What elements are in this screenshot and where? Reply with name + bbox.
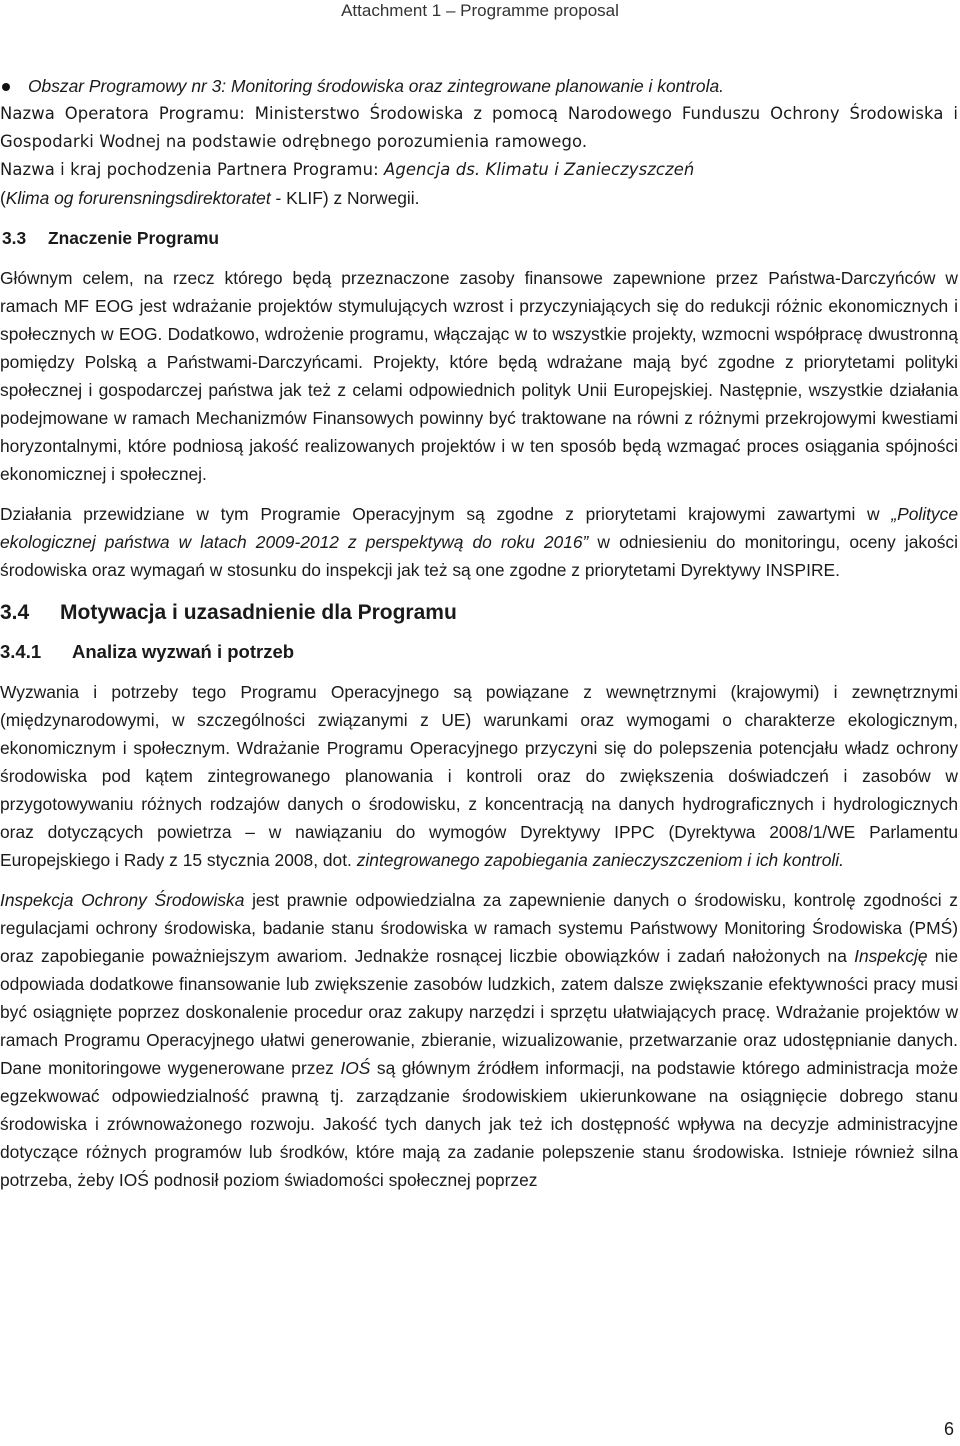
klif-name: Klima og forurensningsdirektoratet (5, 188, 271, 208)
page-content (0, 72, 958, 1206)
section-3-3-paragraph-2 (0, 500, 958, 584)
section-3-3-paragraph-1: Głównym celem, na rzecz którego będą przeznaczone zasoby finansowe zapewnione przez Państwa-Darczyńców w ramach MF EOG jest wdrażanie projektów stymulujących wzrost i przyczyniających się do redukcji różnic ekonomicznych i społecznych w EOG. Dodatkowo, wdrożenie programu, włączając w to wszystkie projekty, wzmocni współpracę dwustronną pomiędzy Polską a Państwami-Darczyńcami. Projekty, które będą wdrażane mają być zgodne z priorytetami polityki społecznej i gospodarczej państwa jak też z celami odpowiednich polityk Unii Europejskiej. Następnie, wszystkie działania podejmowane w ramach Mechanizmów Finansowych powinny być traktowane na równi z różnymi przekrojowymi kwestiami horyzontalnymi, które podniosą jakość realizowanych projektów i w ten sposób będą wzmagać proces osiągania spójności ekonomicznej i społecznej. (0, 268, 958, 484)
partner-agency: Agencja ds. Klimatu i Zanieczyszczeń (384, 160, 695, 179)
klif-rest: - KLIF) z Norwegii. (270, 188, 420, 208)
page-header: Attachment 1 – Programme proposal (341, 1, 619, 20)
program-area-text: Obszar Programowy nr 3: Monitoring środowiska oraz zintegrowane planowanie i kontrola. (28, 76, 724, 96)
partner-prefix: Nazwa i kraj pochodzenia Partnera Programu: (0, 160, 385, 179)
inspection-name: Inspekcja Ochrony Środowiska (0, 890, 245, 910)
text-run: Działania przewidziane w tym Programie Operacyjnym są zgodne z priorytetami krajowymi zawartymi w (0, 504, 892, 524)
section-number: 3.3 (2, 228, 27, 248)
klif-open: ( (0, 188, 6, 208)
text-run: w odniesieniu do monitoringu, oceny jakości środowiska oraz wymagań w stosunku do inspekcji jak też są one zgodne z priorytetami Dyrektywy INSPIRE. (0, 532, 958, 580)
policy-title: „Polityce ekologicznej państwa w latach 2009-2012 z perspektywą do roku 2016” (0, 504, 958, 552)
section-title: Znaczenie Programu (48, 228, 220, 248)
text-run: Wyzwania i potrzeby tego Programu Operacyjnego są powiązane z wewnętrznymi (krajowymi) i zewnętrznymi (międzynarodowymi, w szczególności związanymi z UE) warunkami oraz wymogami o charakterze ekologicznym, ekonomicznym i społecznym. Wdrażanie Programu Operacyjnego przyczyni się do polepszenia potencjału władz ochrony środowiska pod kątem zintegrowanego planowania i kontroli oraz do zwiększenia doświadczeń i zasobów w przygotowywaniu różnych rodzajów danych o środowisku, z koncentracją na danych hydrograficznych i hydrologicznych oraz dotyczących powietrza – w nawiązaniu do wymogów Dyrektywy IPPC (Dyrektywa 2008/1/WE Parlamentu Europejskiego i Rady z 15 stycznia 2008, dot. (0, 682, 958, 870)
program-info (0, 100, 958, 184)
section-3-4-1-paragraph-2 (0, 886, 958, 1194)
ios-ref: IOŚ (340, 1058, 371, 1078)
section-title: Motywacja i uzasadnienie dla Programu (60, 601, 457, 624)
section-title: Analiza wyzwań i potrzeb (72, 641, 295, 662)
section-3-4-1-paragraph-1 (0, 678, 958, 874)
inspection-ref: Inspekcję (854, 946, 928, 966)
section-3-4-heading (0, 598, 958, 628)
text-run: nie odpowiada dodatkowe finansowanie lub zwiększenie zasobów ludzkich, zatem dalsze zwiększanie efektywności pracy musi być osiągnięte poprzez doskonalenie procedur oraz zakupy narzędzi i sprzętu ułatwiających pracę. Wdrażanie projektów w ramach Programu Operacyjnego ułatwi generowanie, zbieranie, wizualizowanie, przetwarzanie oraz udostępnianie danych. Dane monitoringowe wygenerowane przez (0, 946, 958, 1078)
text-run: jest prawnie odpowiedzialna za zapewnienie danych o środowisku, kontrolę zgodności z regulacjami ochrony środowiska, badanie stanu środowiska w ramach systemu Państwowy Monitoring Środowiska (PMŚ) oraz zapobieganie poważniejszym awariom. Jednakże rosnącej liczbie obowiązków i zadań nałożonych na (0, 890, 959, 966)
directive-title: zintegrowanego zapobiegania zanieczyszczeniom i ich kontroli. (356, 850, 844, 870)
section-number: 3.4 (0, 601, 30, 624)
page-number: 6 (943, 1419, 954, 1439)
bullet-icon (2, 83, 10, 91)
section-3-4-1-heading (0, 638, 958, 666)
text-run: są głównym źródłem informacji, na podstawie którego administracja może egzekwować odpowiedzialność prawną tj. zarządzanie środowiskiem ukierunkowane na osiągnięcie dobrego stanu środowiska i zrównoważonego rozwoju. Jakość tych danych jak też ich dostępność wpływa na decyzje administracyjne dotyczące różnych programów lub środków, które mają za zadanie polepszenie stanu środowiska. Istnieje również silna potrzeba, żeby IOŚ podnosił poziom świadomości społecznej poprzez (0, 1058, 958, 1190)
operator-text: Nazwa Operatora Programu: Ministerstwo Środowiska z pomocą Narodowego Funduszu Ochrony Środowiska i Gospodarki Wodnej na podstawie odrębnego porozumienia ramowego. (0, 104, 958, 151)
partner-text (0, 156, 958, 184)
section-number: 3.4.1 (0, 641, 42, 662)
program-area-bullet (0, 72, 958, 100)
partner-norwegian-name (0, 184, 958, 212)
section-3-3-heading (0, 224, 958, 252)
